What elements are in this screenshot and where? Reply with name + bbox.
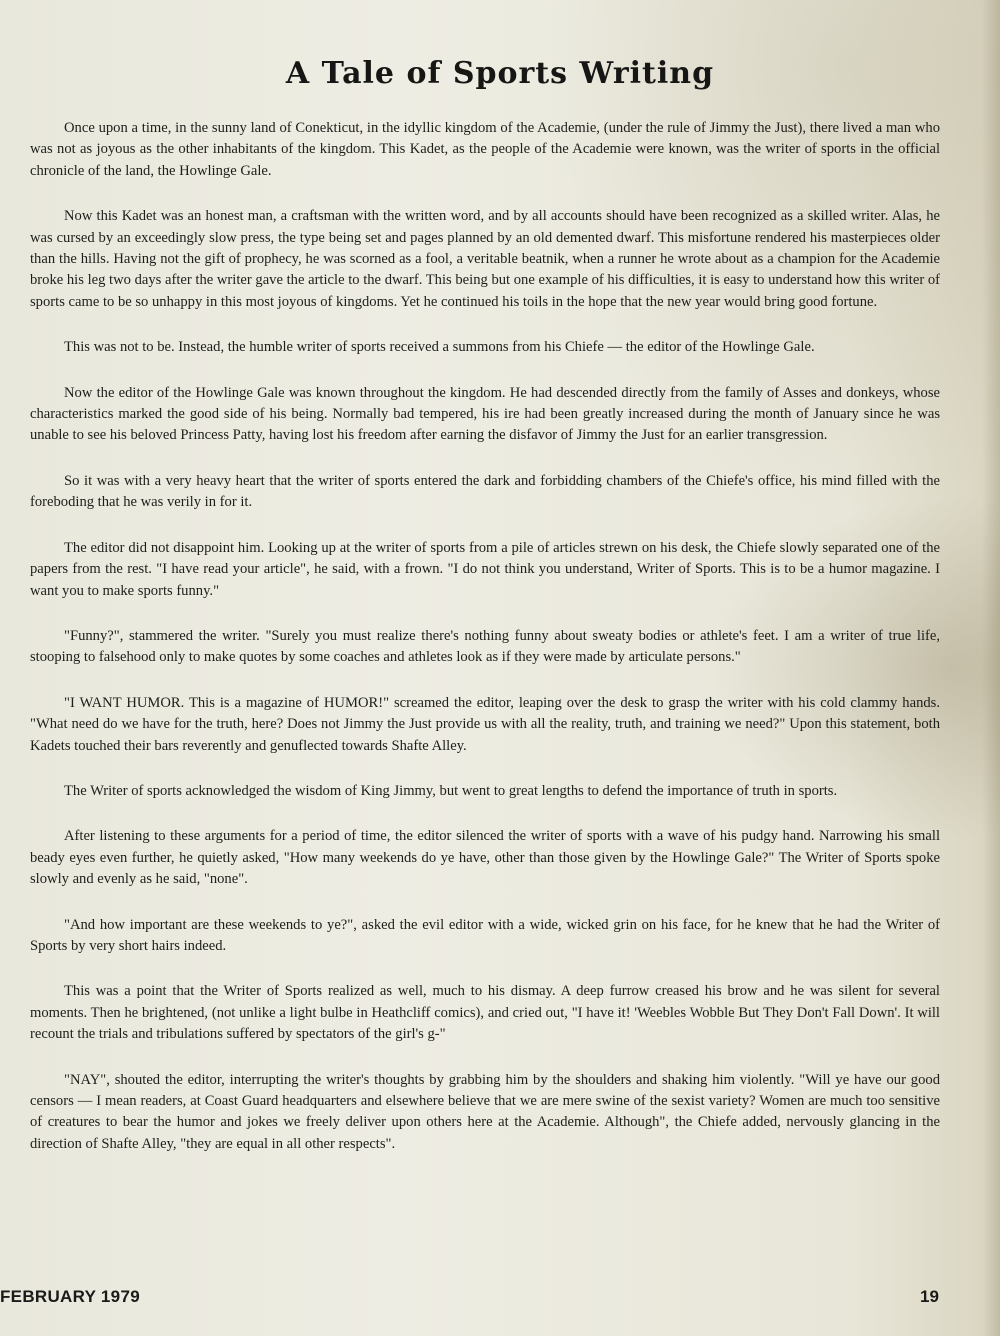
paragraph: Now this Kadet was an honest man, a craftsman with the written word, and by all accounts should have been recognized as a skilled writer. Alas, he was cursed by an exceedingly slow press, the type being set and pages planned by an old demented dwarf. This misfortune rendered his masterpieces older than the hills. Having not the gift of prophecy, he was scorned as a fool, a veritable beatnik, when a runner he wrote about as a champion for the Academie broke his leg two days after the writer gave the article to the dwarf. This being but one example of his difficulties, it is easy to understand how this writer of sports came to be so unhappy in this most joyous of kingdoms. Yet he continued his toils in the hope that the new year would bring good fortune. — [30, 208, 940, 310]
paragraph: Once upon a time, in the sunny land of Conekticut, in the idyllic kingdom of the Academie, (under the rule of Jimmy the Just), there lived a man who was not as joyous as the other inhabitants of the kingdom. This Kadet, as the people of the Academie were known, was the writer of sports in the official chronicle of the land, the Howlinge Gale. — [30, 120, 940, 179]
article-body — [30, 118, 940, 1179]
issue-date: FEBRUARY 1979 — [0, 1287, 140, 1306]
article-title: A Tale of Sports Writing — [285, 56, 715, 91]
paragraph: This was a point that the Writer of Sports realized as well, much to his dismay. A deep furrow creased his brow and he was silent for several moments. Then he brightened, (not unlike a light bulbe in Heathcliff comics), and cried out, "I have it! 'Weebles Wobble But They Don't Fall Down'. It will recount the trials and tribulations suffered by spectators of the girl's g-" — [30, 983, 940, 1043]
paragraph: Now the editor of the Howlinge Gale was known throughout the kingdom. He had descended directly from the family of Asses and donkeys, whose characteristics marked the good side of his being. Normally bad tempered, his ire had been greatly increased during the month of January since he was unable to see his beloved Princess Patty, having lost his freedom after earning the disfavor of Jimmy the Just for an earlier transgression. — [30, 384, 940, 444]
paragraph: "I WANT HUMOR. This is a magazine of HUMOR!" screamed the editor, leaping over the desk to grasp the writer with his cold clammy hands. "What need do we have for the truth, here? Does not Jimmy the Just provide us with all the reality, truth, and training we need?" Upon this statement, both Kadets touched their bars reverently and genuflected towards Shafte Alley. — [30, 694, 940, 754]
paragraph: So it was with a very heavy heart that the writer of sports entered the dark and forbidding chambers of the Chiefe's office, his mind filled with the foreboding that he was verily in for it. — [30, 472, 940, 511]
page-number: 19 — [920, 1287, 939, 1306]
paragraph: The Writer of sports acknowledged the wisdom of King Jimmy, but went to great lengths to defend the importance of truth in sports. — [64, 782, 838, 799]
paragraph: The editor did not disappoint him. Looking up at the writer of sports from a pile of articles strewn on his desk, the Chiefe slowly separated one of the papers from the rest. "I have read your article", he said, with a frown. "I do not think you understand, Writer of Sports. This is to be a humor magazine. I want you to make sports funny." — [30, 539, 940, 599]
paragraph: "NAY", shouted the editor, interrupting the writer's thoughts by grabbing him by the shoulders and shaking him violently. "Will ye have our good censors — I mean readers, at Coast Guard headquarters and elsewhere believe that we are mere swine of the sexist variety? Women are much too sensitive of creatures to bear the humor and jokes we freely deliver upon others here at the Academie. Although", the Chiefe added, nervously glancing in the direction of Shafte Alley, "they are equal in all other respects". — [30, 1071, 940, 1152]
paragraph: "And how important are these weekends to ye?", asked the evil editor with a wide, wicked grin on his face, for he knew that he had the Writer of Sports by very short hairs indeed. — [30, 916, 940, 954]
paragraph: "Funny?", stammered the writer. "Surely you must realize there's nothing funny about sweaty bodies or athlete's feet. I am a writer of true life, stooping to falsehood only to make quotes by some coaches and athletes look as if they were made by articulate persons." — [30, 627, 940, 666]
paragraph: After listening to these arguments for a period of time, the editor silenced the writer of sports with a wave of his pudgy hand. Narrowing his small beady eyes even further, he quietly asked, "How many weekends do ye have, other than those given by the Howlinge Gale?" The Writer of Sports spoke slowly and evenly as he said, "none". — [30, 828, 940, 888]
paragraph: This was not to be. Instead, the humble writer of sports received a summons from his Chiefe — the editor of the Howlinge Gale. — [64, 339, 815, 356]
page-edge-shadow — [982, 0, 1000, 1336]
